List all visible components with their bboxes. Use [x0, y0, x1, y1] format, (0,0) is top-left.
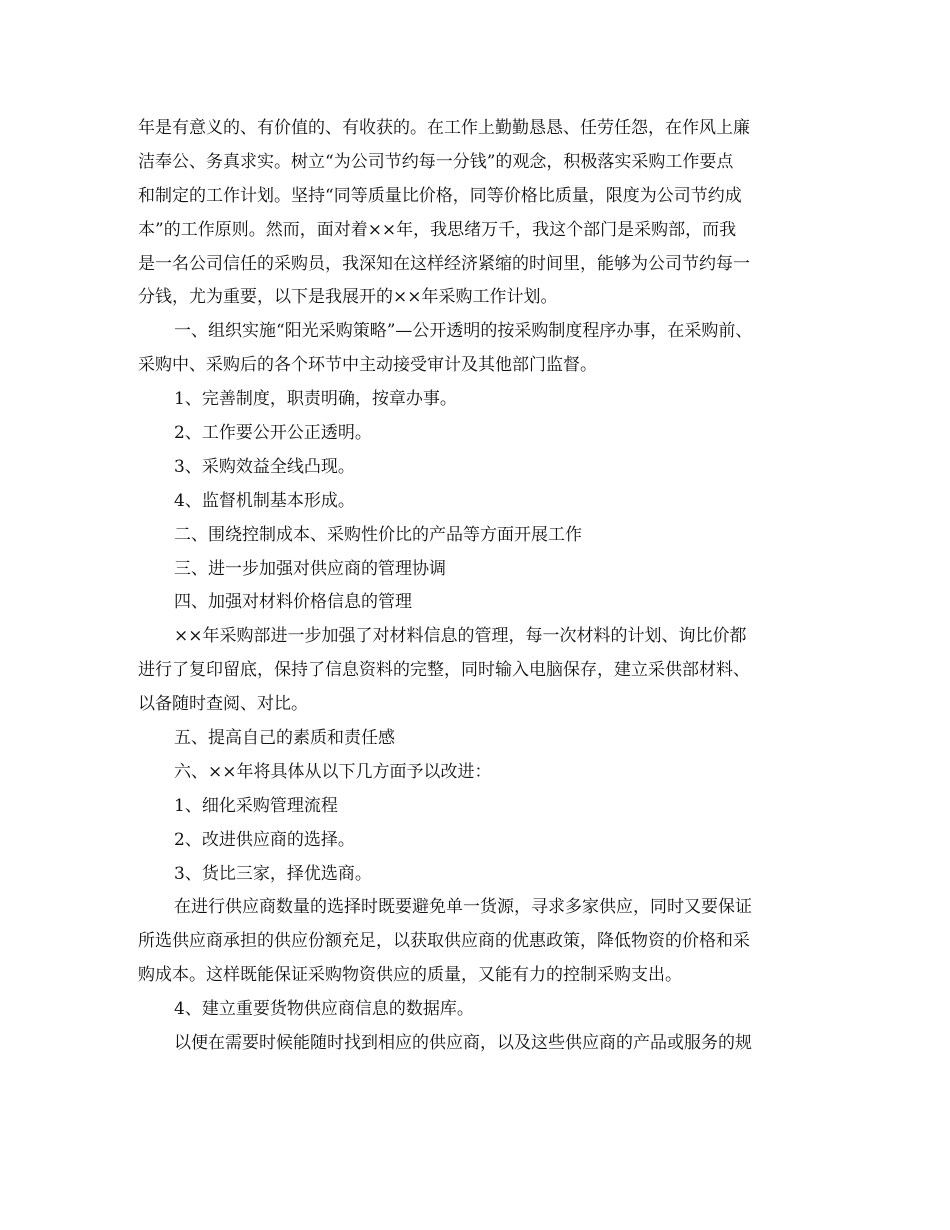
text-line: 本”的工作原则。然而，面对着××年，我思绪万千，我这个部门是采购部，而我 [138, 219, 737, 240]
text-line: 是一名公司信任的采购员，我深知在这样经济紧缩的时间里，能够为公司节约每一 [138, 253, 750, 274]
text-line: 分钱，尤为重要，以下是我展开的××年采购工作计划。 [138, 287, 558, 308]
text-line: 1、完善制度，职责明确，按章办事。 [174, 389, 457, 410]
text-line: 二、围绕控制成本、采购性价比的产品等方面开展工作 [174, 524, 582, 545]
text-line: 4、监督机制基本形成。 [174, 490, 355, 511]
text-line: 五、提高自己的素质和责任感 [174, 728, 395, 749]
text-line: 一、组织实施“阳光采购策略”—公开透明的按采购制度程序办事，在采购前、 [174, 321, 753, 342]
text-line: 3、采购效益全线凸现。 [174, 456, 355, 477]
text-line: 2、改进供应商的选择。 [174, 829, 355, 850]
text-line: 采购中、采购后的各个环节中主动接受审计及其他部门监督。 [138, 355, 597, 376]
document-body [138, 112, 828, 1061]
text-line: 和制定的工作计划。坚持“同等质量比价格，同等价格比质量，限度为公司节约成 [138, 185, 742, 206]
text-line: 在进行供应商数量的选择时既要避免单一货源，寻求多家供应，同时又要保证 [174, 897, 752, 918]
text-line: 以备随时查阅、对比。 [138, 694, 308, 715]
text-line: 以便在需要时候能随时找到相应的供应商，以及这些供应商的产品或服务的规 [174, 1033, 752, 1054]
text-line: 进行了复印留底，保持了信息资料的完整，同时输入电脑保存，建立采供部材料、 [138, 660, 750, 681]
text-line: 购成本。这样既能保证采购物资供应的质量，又能有力的控制采购支出。 [138, 965, 682, 986]
text-line: ××年采购部进一步加强了对材料信息的管理，每一次材料的计划、询比价都 [174, 626, 747, 647]
text-line: 2、工作要公开公正透明。 [174, 423, 372, 444]
text-line: 1、细化采购管理流程 [174, 795, 338, 816]
text-line: 4、建立重要货物供应商信息的数据库。 [174, 999, 474, 1020]
text-line: 洁奉公、务真求实。树立“为公司节约每一分钱”的观念，积极落实采购工作要点 [138, 151, 734, 172]
text-line: 三、进一步加强对供应商的管理协调 [174, 558, 446, 579]
text-line: 所选供应商承担的供应份额充足，以获取供应商的优惠政策，降低物资的价格和采 [138, 931, 750, 952]
text-line: 六、××年将具体从以下几方面予以改进： [174, 761, 492, 782]
text-line: 3、货比三家，择优选商。 [174, 863, 372, 884]
text-line: 四、加强对材料价格信息的管理 [174, 592, 412, 613]
text-line: 年是有意义的、有价值的、有收获的。在工作上勤勤恳恳、任劳任怨，在作风上廉 [138, 118, 750, 138]
